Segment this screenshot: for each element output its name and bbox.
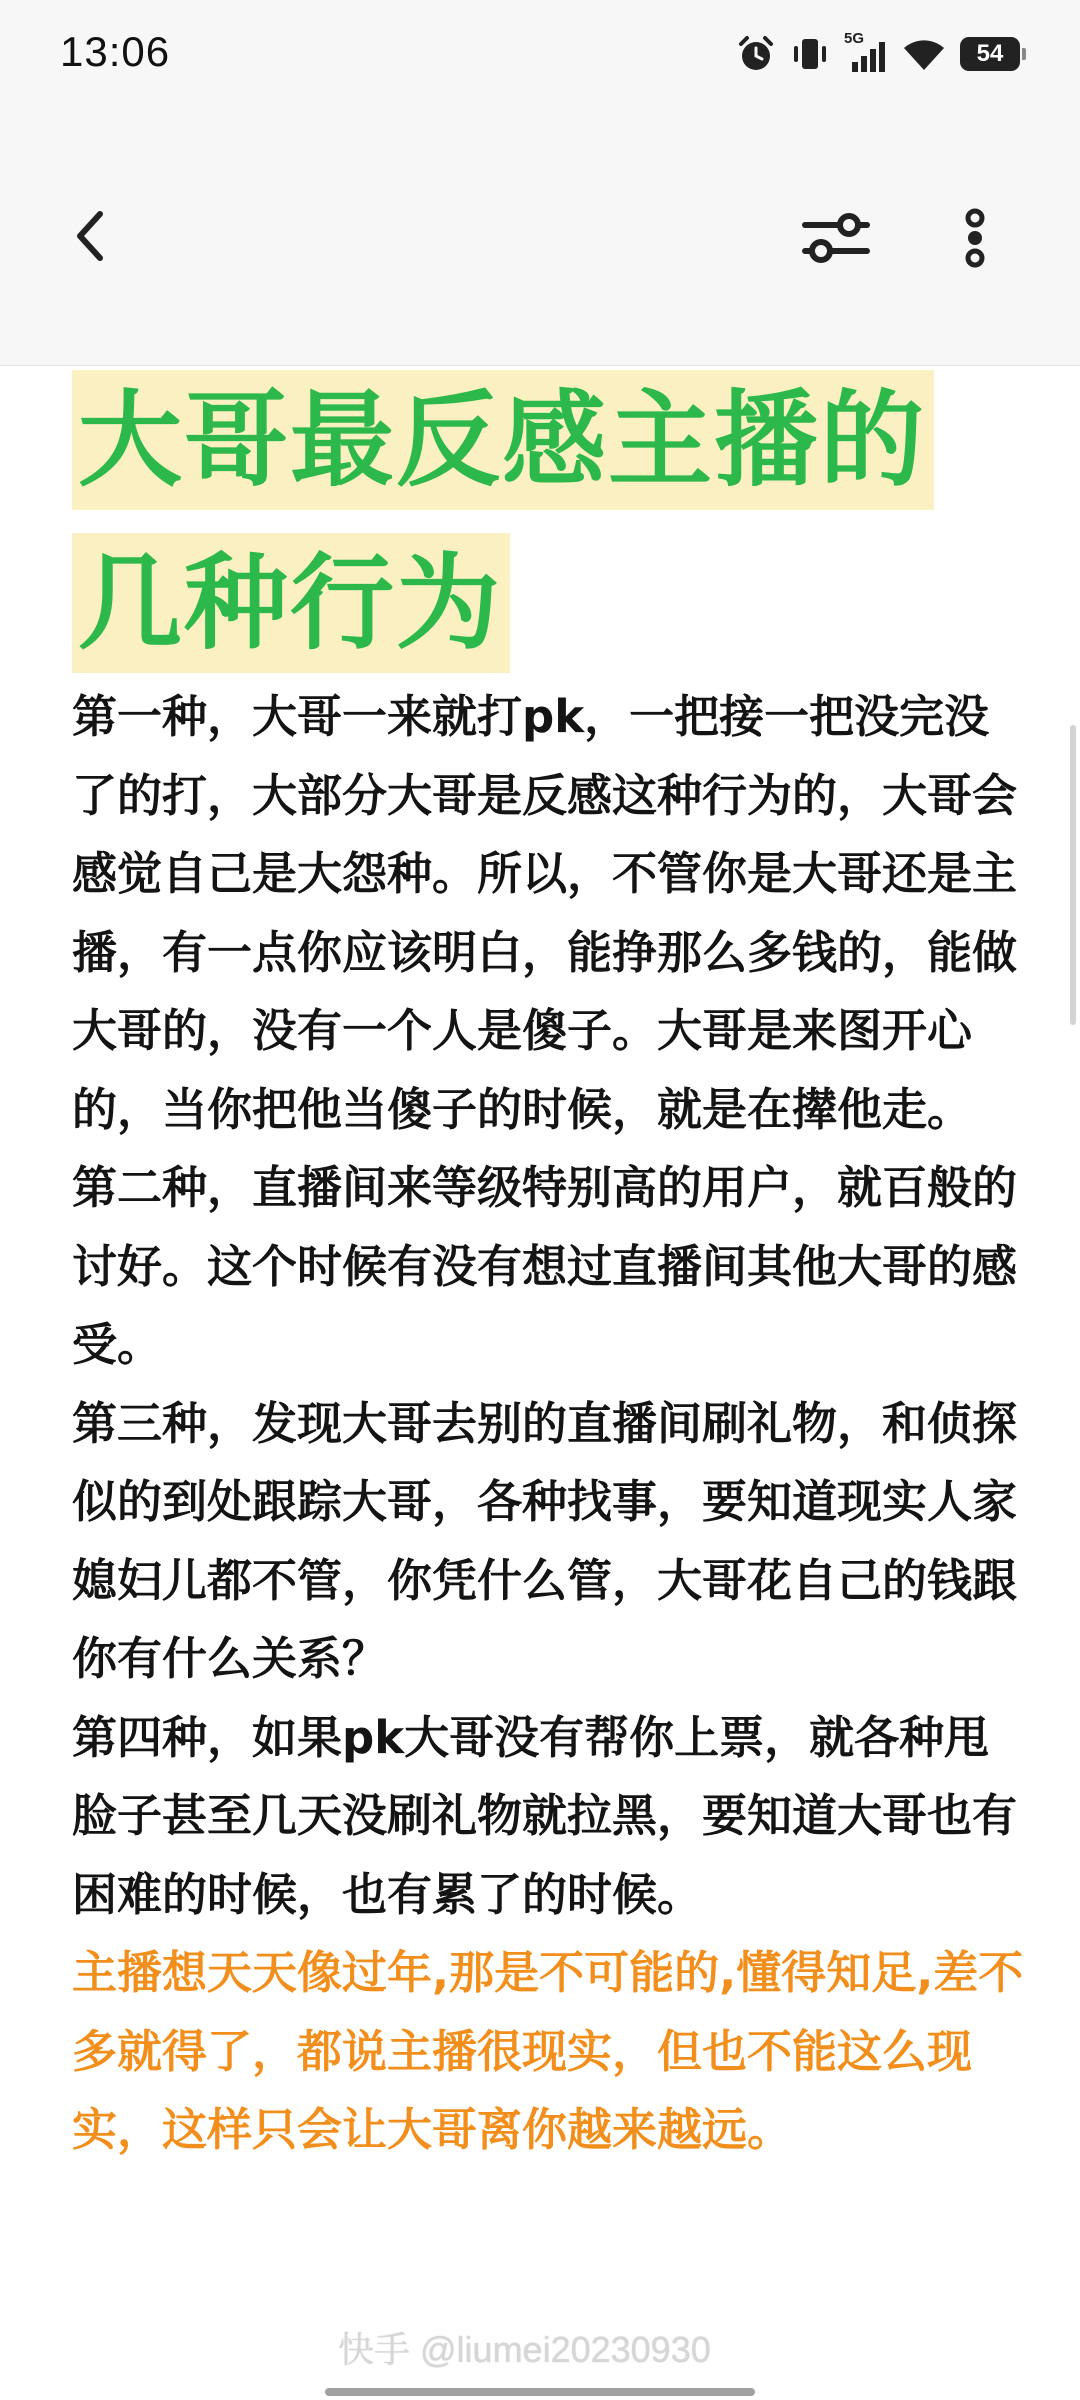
status-time: 13:06 <box>60 28 171 75</box>
paragraph-1: 第一种，大哥一来就打pk，一把接一把没完没了的打，大部分大哥是反感这种行为的，大哥会感觉自己是大怨种。所以，不管你是大哥还是主播，有一点你应该明白，能挣那么多钱的，能做大哥的，没有一个人是傻子。大哥是来图开心的，当你把他当傻子的时候，就是在撵他走。 <box>72 690 1018 1136</box>
alarm-icon <box>736 34 776 74</box>
article-title-line-1: 大哥最反感主播的 <box>72 370 934 510</box>
paragraph-4: 第四种，如果pk大哥没有帮你上票，就各种甩脸子甚至几天没刷礼物就拉黑，要知道大哥也有困难的时候，也有累了的时候。 <box>72 1710 1018 1921</box>
status-icons <box>736 30 1020 78</box>
home-indicator[interactable] <box>325 2388 755 2396</box>
status-bar <box>0 0 1080 110</box>
article-body <box>72 678 1032 2170</box>
paragraph-3: 第三种，发现大哥去别的直播间刷礼物，和侦探似的到处跟踪大哥，各种找事，要知道现实人家媳妇儿都不管，你凭什么管，大哥花自己的钱跟你有什么关系？ <box>72 1396 1018 1685</box>
back-button[interactable] <box>60 206 120 266</box>
more-vertical-icon <box>960 208 990 268</box>
battery-icon: 54 <box>960 37 1020 71</box>
filter-button[interactable] <box>800 206 872 270</box>
vibrate-icon <box>790 34 830 74</box>
watermark: 快手 @liumei20230930 <box>338 2329 711 2370</box>
article-title-line-2: 几种行为 <box>72 533 510 673</box>
network-type-label: 5G <box>844 30 865 47</box>
more-options-button[interactable] <box>945 206 1005 270</box>
paragraph-2: 第二种，直播间来等级特别高的用户，就百般的讨好。这个时候有没有想过直播间其他大哥的感受。 <box>72 1161 1018 1371</box>
sliders-icon <box>801 208 871 268</box>
conclusion-paragraph: 主播想天天像过年,那是不可能的,懂得知足,差不多就得了，都说主播很现实，但也不能这么现实，这样只会让大哥离你越来越远。 <box>72 1946 1024 2156</box>
wifi-icon <box>902 34 946 74</box>
cellular-signal-icon <box>844 30 888 74</box>
top-toolbar <box>0 110 1080 366</box>
chevron-left-icon <box>70 208 110 264</box>
scrollbar[interactable] <box>1070 725 1076 1025</box>
